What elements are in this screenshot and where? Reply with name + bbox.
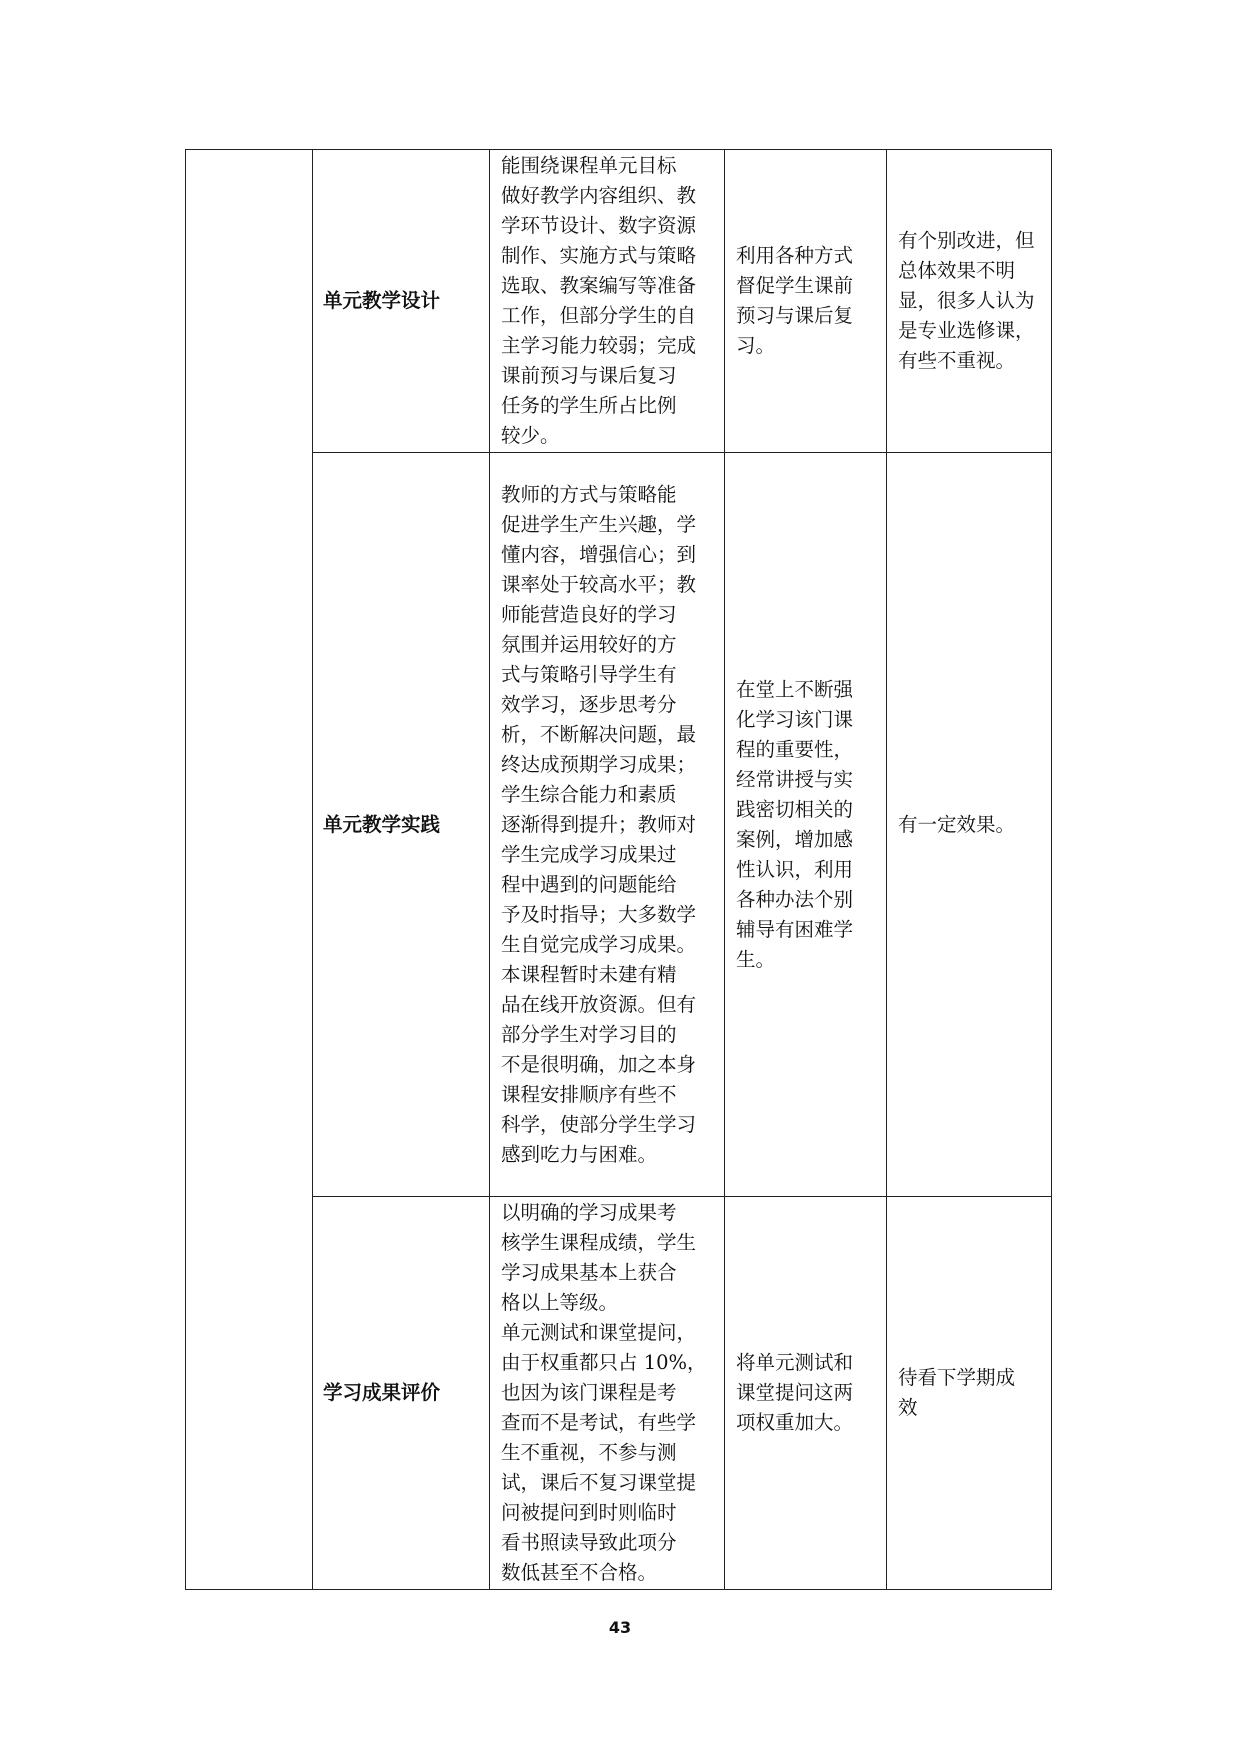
text-line: 格以上等级。: [501, 1291, 619, 1314]
teaching-evaluation-table: [185, 149, 1052, 1590]
merged-category-cell: [186, 150, 313, 1590]
text-line: 程的重要性，: [736, 737, 854, 761]
effect-cell: [887, 1197, 1052, 1590]
text-line: 氛围并运用较好的方: [501, 632, 677, 656]
text-line: 也因为该门课程是考: [501, 1381, 677, 1404]
text-line: 案例，增加感: [736, 827, 854, 851]
text-line: 能围绕课程单元目标: [501, 154, 677, 177]
table-row: [186, 1197, 1052, 1590]
text-line: 有个别改进，但: [898, 229, 1035, 252]
measures-cell: [725, 150, 887, 453]
text-line: 课程安排顺序有些不: [501, 1082, 677, 1106]
text-line: 做好教学内容组织、教: [501, 184, 697, 207]
text-line: 督促学生课前: [736, 274, 854, 297]
text-line: 不是很明确，加之本身: [501, 1052, 697, 1076]
text-line: 践密切相关的: [736, 797, 854, 821]
text-line: 各种办法个别: [736, 887, 854, 911]
text-line: 化学习该门课: [736, 707, 854, 731]
text-line: 逐渐得到提升；教师对: [501, 812, 697, 836]
text-line: 部分学生对学习目的: [501, 1022, 677, 1046]
text-line: 项权重加大。: [736, 1411, 854, 1434]
text-line: 予及时指导；大多数学: [501, 902, 697, 926]
text-line: 数低甚至不合格。: [501, 1561, 658, 1584]
text-line: 式与策略引导学生有: [501, 662, 677, 686]
text-line: 程中遇到的问题能给: [501, 872, 677, 896]
text-line: 性认识，利用: [736, 857, 854, 881]
text-line: 主学习能力较弱；完成: [501, 334, 697, 357]
text-line: 效: [898, 1396, 918, 1419]
text-line: 习。: [736, 334, 776, 357]
text-line: 品在线开放资源。但有: [501, 992, 697, 1016]
text-line: 待看下学期成: [898, 1366, 1016, 1389]
text-line: 利用各种方式: [736, 244, 854, 267]
text-line: 学环节设计、数字资源: [501, 214, 697, 237]
text-line: 显，很多人认为: [898, 289, 1035, 312]
row-label: 学习成果评价: [313, 1197, 490, 1590]
text-line: 核学生课程成绩，学生: [501, 1231, 697, 1254]
text-line: 工作，但部分学生的自: [501, 304, 697, 327]
text-line: 由于权重都只占 10%，: [501, 1351, 707, 1374]
text-line: 学习成果基本上获合: [501, 1261, 677, 1284]
text-line: 在堂上不断强: [736, 677, 854, 701]
page-number: 43: [608, 1618, 632, 1637]
situation-cell: [490, 453, 725, 1197]
text-line: 制作、实施方式与策略: [501, 244, 697, 267]
text-line: 以明确的学习成果考: [501, 1201, 677, 1224]
text-line: 学生完成学习成果过: [501, 842, 677, 866]
text-line: 课前预习与课后复习: [501, 364, 677, 387]
text-line: 辅导有困难学: [736, 917, 854, 941]
text-line: 经常讲授与实: [736, 767, 854, 791]
text-line: 生不重视，不参与测: [501, 1441, 677, 1464]
table-row: [186, 453, 1052, 1197]
text-line: 学生综合能力和素质: [501, 782, 677, 806]
row-label: 单元教学实践: [313, 453, 490, 1197]
text-line: 课堂提问这两: [736, 1381, 854, 1404]
text-line: 有些不重视。: [898, 349, 1016, 372]
effect-cell: [887, 453, 1052, 1197]
text-line: 析，不断解决问题，最: [501, 722, 697, 746]
measures-cell: [725, 1197, 887, 1590]
text-line: 选取、教案编写等准备: [501, 274, 697, 297]
text-line: 是专业选修课，: [898, 319, 1035, 342]
text-line: 效学习，逐步思考分: [501, 692, 677, 716]
text-line: 试，课后不复习课堂提: [501, 1471, 697, 1494]
text-line: 问被提问到时则临时: [501, 1501, 677, 1524]
row-label: 单元教学设计: [313, 150, 490, 453]
text-line: 总体效果不明: [898, 259, 1016, 282]
situation-cell: [490, 150, 725, 453]
text-line: 教师的方式与策略能: [501, 482, 677, 506]
text-line: 本课程暂时未建有精: [501, 962, 677, 986]
text-line: 生自觉完成学习成果。: [501, 932, 697, 956]
text-line: 课率处于较高水平；教: [501, 572, 697, 596]
text-line: 将单元测试和: [736, 1351, 854, 1374]
text-line: 科学，使部分学生学习: [501, 1112, 697, 1136]
text-line: 终达成预期学习成果；: [501, 752, 697, 776]
table-row: [186, 150, 1052, 453]
measures-cell: [725, 453, 887, 1197]
text-line: 师能营造良好的学习: [501, 602, 677, 626]
effect-cell: [887, 150, 1052, 453]
text-line: 生。: [736, 947, 776, 971]
text-line: 预习与课后复: [736, 304, 854, 327]
text-line: 有一定效果。: [898, 812, 1016, 836]
text-line: 单元测试和课堂提问，: [501, 1321, 697, 1344]
situation-cell: [490, 1197, 725, 1590]
text-line: 感到吃力与困难。: [501, 1142, 658, 1166]
text-line: 任务的学生所占比例: [501, 394, 677, 417]
text-line: 促进学生产生兴趣，学: [501, 512, 697, 536]
text-line: 懂内容，增强信心；到: [501, 542, 697, 566]
text-line: 查而不是考试，有些学: [501, 1411, 697, 1434]
text-line: 看书照读导致此项分: [501, 1531, 677, 1554]
text-line: 较少。: [501, 424, 560, 447]
